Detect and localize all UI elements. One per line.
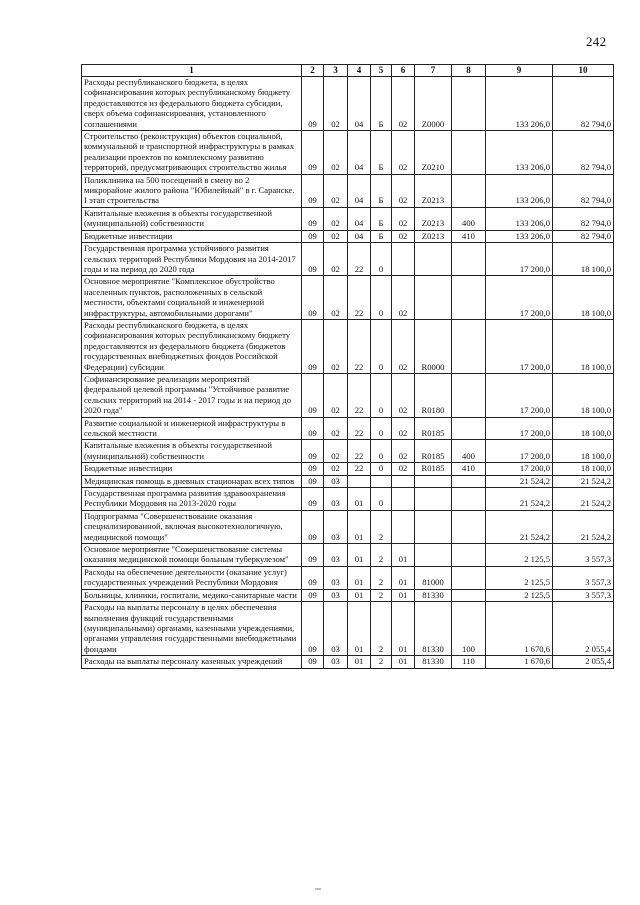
cell-c2: 09 — [302, 488, 324, 511]
cell-c4: 22 — [348, 243, 371, 276]
cell-c9: 133 206,0 — [486, 230, 553, 242]
header-col-3: 3 — [324, 65, 348, 77]
table-row — [82, 463, 614, 475]
cell-c10: 82 794,0 — [553, 77, 614, 131]
cell-c9: 21 524,2 — [486, 488, 553, 511]
page-number: 242 — [586, 34, 607, 49]
table-row — [82, 243, 614, 276]
cell-c4: 22 — [348, 373, 371, 417]
cell-c6: 02 — [392, 77, 415, 131]
table-row — [82, 589, 614, 601]
cell-c4: 22 — [348, 276, 371, 320]
table-row — [82, 656, 614, 668]
cell-c8: 410 — [452, 463, 486, 475]
table-row — [82, 602, 614, 656]
cell-c4: 01 — [348, 602, 371, 656]
table-row — [82, 77, 614, 131]
cell-c5: 0 — [371, 276, 392, 320]
row-name: Основное мероприятие "Комплексное обустройство населенных пунктов, расположенных в сельской местности, объектами социальной и инженерной инфраструктуры, автомобильными дорогами" — [82, 276, 302, 320]
cell-c10: 21 524,2 — [553, 475, 614, 487]
cell-c3: 03 — [324, 544, 348, 567]
cell-c7: R0180 — [415, 373, 452, 417]
cell-c10: 18 100,0 — [553, 463, 614, 475]
cell-c9: 1 670,6 — [486, 656, 553, 668]
cell-c7 — [415, 243, 452, 276]
header-col-4: 4 — [348, 65, 371, 77]
table-row — [82, 488, 614, 511]
table-row — [82, 417, 614, 440]
cell-c5: 2 — [371, 510, 392, 543]
cell-c9: 133 206,0 — [486, 207, 553, 230]
cell-c6: 01 — [392, 602, 415, 656]
cell-c9: 17 200,0 — [486, 319, 553, 373]
cell-c8 — [452, 566, 486, 589]
row-name: Подпрограмма "Совершенствование оказания специализированной, включая высокотехнологичную, медицинской помощи" — [82, 510, 302, 543]
table-header-row — [82, 65, 614, 77]
cell-c9: 17 200,0 — [486, 463, 553, 475]
cell-c5: Б — [371, 174, 392, 207]
cell-c2: 09 — [302, 589, 324, 601]
cell-c8 — [452, 131, 486, 175]
cell-c6: 01 — [392, 544, 415, 567]
cell-c2: 09 — [302, 656, 324, 668]
cell-c4: 22 — [348, 440, 371, 463]
cell-c5: 2 — [371, 566, 392, 589]
row-name: Развитие социальной и инженерной инфраструктуры в сельской местности — [82, 417, 302, 440]
cell-c5: Б — [371, 131, 392, 175]
cell-c2: 09 — [302, 230, 324, 242]
row-name: Расходы республиканского бюджета, в целях софинансирования которых республиканскому бюджету предоставляются из федерального бюджета субсидии, сверх объема софинансирования, установленного соглашениями — [82, 77, 302, 131]
table-row — [82, 174, 614, 207]
cell-c6 — [392, 475, 415, 487]
row-name: Бюджетные инвестиции — [82, 463, 302, 475]
row-name: Основное мероприятие "Совершенствование системы оказания медицинской помощи больным туберкулезом" — [82, 544, 302, 567]
cell-c9: 2 125,5 — [486, 589, 553, 601]
cell-c8 — [452, 319, 486, 373]
cell-c4: 01 — [348, 566, 371, 589]
cell-c3: 03 — [324, 475, 348, 487]
cell-c9: 17 200,0 — [486, 276, 553, 320]
cell-c7: 81330 — [415, 602, 452, 656]
cell-c8 — [452, 589, 486, 601]
cell-c4: 01 — [348, 589, 371, 601]
cell-c10: 82 794,0 — [553, 131, 614, 175]
cell-c8 — [452, 373, 486, 417]
cell-c5: Б — [371, 207, 392, 230]
cell-c5: 0 — [371, 373, 392, 417]
cell-c5: 2 — [371, 589, 392, 601]
cell-c7: 81330 — [415, 589, 452, 601]
cell-c3: 02 — [324, 319, 348, 373]
table-row — [82, 440, 614, 463]
cell-c9: 17 200,0 — [486, 373, 553, 417]
cell-c5: 0 — [371, 243, 392, 276]
cell-c2: 09 — [302, 566, 324, 589]
table-row — [82, 566, 614, 589]
header-col-9: 9 — [486, 65, 553, 77]
row-name: Медицинская помощь в дневных стационарах всех типов — [82, 475, 302, 487]
cell-c7 — [415, 488, 452, 511]
cell-c5: 0 — [371, 440, 392, 463]
cell-c6: 02 — [392, 463, 415, 475]
cell-c4: 22 — [348, 463, 371, 475]
cell-c7: Z0213 — [415, 230, 452, 242]
table-row — [82, 510, 614, 543]
cell-c10: 21 524,2 — [553, 510, 614, 543]
header-col-6: 6 — [392, 65, 415, 77]
cell-c9: 2 125,5 — [486, 566, 553, 589]
cell-c2: 09 — [302, 544, 324, 567]
cell-c3: 02 — [324, 230, 348, 242]
cell-c9: 2 125,5 — [486, 544, 553, 567]
cell-c7 — [415, 510, 452, 543]
row-name: Капитальные вложения в объекты государственной (муниципальной) собственности — [82, 207, 302, 230]
cell-c5: 0 — [371, 463, 392, 475]
cell-c3: 03 — [324, 589, 348, 601]
cell-c5 — [371, 475, 392, 487]
cell-c7 — [415, 475, 452, 487]
cell-c7: Z0213 — [415, 207, 452, 230]
cell-c4: 01 — [348, 656, 371, 668]
table-row — [82, 319, 614, 373]
cell-c9: 133 206,0 — [486, 174, 553, 207]
cell-c3: 02 — [324, 174, 348, 207]
cell-c8: 110 — [452, 656, 486, 668]
row-name: Государственная программа устойчивого развития сельских территорий Республики Мордовия на 2014-2017 годы и на период до 2020 года — [82, 243, 302, 276]
cell-c10: 82 794,0 — [553, 174, 614, 207]
cell-c6: 01 — [392, 656, 415, 668]
cell-c7: 81000 — [415, 566, 452, 589]
cell-c3: 02 — [324, 440, 348, 463]
cell-c6: 02 — [392, 230, 415, 242]
cell-c3: 02 — [324, 417, 348, 440]
cell-c4: 22 — [348, 319, 371, 373]
cell-c3: 02 — [324, 276, 348, 320]
cell-c4: 04 — [348, 77, 371, 131]
cell-c3: 03 — [324, 602, 348, 656]
cell-c2: 09 — [302, 510, 324, 543]
cell-c5: 2 — [371, 656, 392, 668]
row-name: Больницы, клиники, госпитали, медико-санитарные части — [82, 589, 302, 601]
cell-c8 — [452, 417, 486, 440]
cell-c2: 09 — [302, 243, 324, 276]
table-row — [82, 131, 614, 175]
cell-c10: 2 055,4 — [553, 602, 614, 656]
cell-c3: 03 — [324, 488, 348, 511]
cell-c7: 81330 — [415, 656, 452, 668]
cell-c4: 04 — [348, 207, 371, 230]
cell-c8 — [452, 544, 486, 567]
row-name: Поликлиника на 500 посещений в смену во 2 микрорайоне жилого района "Юбилейный" в г. Саранске. I этап строительства — [82, 174, 302, 207]
header-col-2: 2 — [302, 65, 324, 77]
cell-c10: 3 557,3 — [553, 589, 614, 601]
cell-c4: 04 — [348, 174, 371, 207]
cell-c7 — [415, 276, 452, 320]
cell-c7: Z0000 — [415, 77, 452, 131]
cell-c3: 02 — [324, 207, 348, 230]
table-row — [82, 544, 614, 567]
cell-c4: 01 — [348, 510, 371, 543]
cell-c3: 02 — [324, 131, 348, 175]
cell-c2: 09 — [302, 131, 324, 175]
cell-c5: 0 — [371, 488, 392, 511]
cell-c8: 100 — [452, 602, 486, 656]
cell-c7: Z0213 — [415, 174, 452, 207]
row-name: Государственная программа развития здравоохранения Республики Мордовия на 2013-2020 годы — [82, 488, 302, 511]
cell-c6: 02 — [392, 174, 415, 207]
cell-c10: 18 100,0 — [553, 276, 614, 320]
cell-c9: 17 200,0 — [486, 440, 553, 463]
cell-c10: 3 557,3 — [553, 566, 614, 589]
cell-c5: 2 — [371, 602, 392, 656]
cell-c6 — [392, 510, 415, 543]
cell-c2: 09 — [302, 276, 324, 320]
cell-c6: 02 — [392, 207, 415, 230]
cell-c9: 21 524,2 — [486, 510, 553, 543]
cell-c9: 21 524,2 — [486, 475, 553, 487]
row-name: Расходы на выплаты персоналу в целях обеспечения выполнения функций государственными (муниципальными) органами, казенными учреждениями, органами управления государственными внебюджетными фондами — [82, 602, 302, 656]
cell-c3: 02 — [324, 463, 348, 475]
row-name: Бюджетные инвестиции — [82, 230, 302, 242]
cell-c2: 09 — [302, 373, 324, 417]
cell-c3: 02 — [324, 243, 348, 276]
table-row — [82, 373, 614, 417]
header-col-7: 7 — [415, 65, 452, 77]
cell-c4: 22 — [348, 417, 371, 440]
row-name: Капитальные вложения в объекты государственной (муниципальной) собственности — [82, 440, 302, 463]
cell-c6: 02 — [392, 373, 415, 417]
cell-c10: 18 100,0 — [553, 417, 614, 440]
cell-c2: 09 — [302, 174, 324, 207]
cell-c4: 01 — [348, 544, 371, 567]
cell-c2: 09 — [302, 440, 324, 463]
cell-c5: 0 — [371, 417, 392, 440]
cell-c10: 82 794,0 — [553, 230, 614, 242]
cell-c3: 03 — [324, 656, 348, 668]
cell-c3: 02 — [324, 77, 348, 131]
cell-c9: 133 206,0 — [486, 131, 553, 175]
header-col-1: 1 — [82, 65, 302, 77]
cell-c8: 400 — [452, 440, 486, 463]
cell-c10: 2 055,4 — [553, 656, 614, 668]
budget-table — [81, 64, 614, 669]
cell-c7: R0185 — [415, 440, 452, 463]
table-row — [82, 230, 614, 242]
cell-c5: 0 — [371, 319, 392, 373]
cell-c10: 18 100,0 — [553, 319, 614, 373]
row-name: Расходы на обеспечение деятельности (оказание услуг) государственных учреждений Республики Мордовия — [82, 566, 302, 589]
cell-c6: 02 — [392, 417, 415, 440]
cell-c4: 04 — [348, 230, 371, 242]
cell-c7: R0185 — [415, 417, 452, 440]
cell-c7: Z0210 — [415, 131, 452, 175]
cell-c8 — [452, 243, 486, 276]
cell-c10: 18 100,0 — [553, 243, 614, 276]
cell-c10: 21 524,2 — [553, 488, 614, 511]
header-col-8: 8 — [452, 65, 486, 77]
cell-c5: Б — [371, 77, 392, 131]
cell-c2: 09 — [302, 463, 324, 475]
cell-c8 — [452, 488, 486, 511]
cell-c5: 2 — [371, 544, 392, 567]
cell-c9: 17 200,0 — [486, 243, 553, 276]
cell-c7: R0000 — [415, 319, 452, 373]
cell-c2: 09 — [302, 319, 324, 373]
cell-c6: 02 — [392, 319, 415, 373]
table-row — [82, 276, 614, 320]
cell-c9: 1 670,6 — [486, 602, 553, 656]
cell-c10: 82 794,0 — [553, 207, 614, 230]
cell-c2: 09 — [302, 475, 324, 487]
cell-c6: 02 — [392, 276, 415, 320]
cell-c10: 18 100,0 — [553, 373, 614, 417]
cell-c7 — [415, 544, 452, 567]
cell-c6: 02 — [392, 131, 415, 175]
cell-c2: 09 — [302, 207, 324, 230]
cell-c3: 03 — [324, 566, 348, 589]
scan-speck — [315, 888, 321, 890]
cell-c7: R0185 — [415, 463, 452, 475]
cell-c6: 01 — [392, 566, 415, 589]
header-col-10: 10 — [553, 65, 614, 77]
cell-c6 — [392, 488, 415, 511]
cell-c5: Б — [371, 230, 392, 242]
cell-c10: 3 557,3 — [553, 544, 614, 567]
row-name: Расходы республиканского бюджета, в целях софинансирования которых республиканскому бюджету предоставляются из федерального бюджета (бюджетов государственных внебюджетных фондов Российской Федерации) субсидии — [82, 319, 302, 373]
cell-c6: 02 — [392, 440, 415, 463]
cell-c8 — [452, 276, 486, 320]
cell-c6 — [392, 243, 415, 276]
cell-c8 — [452, 510, 486, 543]
header-col-5: 5 — [371, 65, 392, 77]
cell-c8 — [452, 174, 486, 207]
cell-c9: 133 206,0 — [486, 77, 553, 131]
cell-c8 — [452, 77, 486, 131]
cell-c8: 400 — [452, 207, 486, 230]
row-name: Софинансирование реализации мероприятий федеральной целевой программы "Устойчивое развитие сельских территорий на 2014 - 2017 годы и на период до 2020 года" — [82, 373, 302, 417]
cell-c4: 04 — [348, 131, 371, 175]
cell-c10: 18 100,0 — [553, 440, 614, 463]
row-name: Строительство (реконструкция) объектов социальной, коммунальной и транспортной инфраструктуры в рамках реализации проектов по комплексному развитию территорий, предусматривающих строительство жилья — [82, 131, 302, 175]
cell-c9: 17 200,0 — [486, 417, 553, 440]
cell-c6: 01 — [392, 589, 415, 601]
cell-c8 — [452, 475, 486, 487]
cell-c3: 03 — [324, 510, 348, 543]
cell-c8: 410 — [452, 230, 486, 242]
cell-c2: 09 — [302, 417, 324, 440]
cell-c4 — [348, 475, 371, 487]
cell-c2: 09 — [302, 602, 324, 656]
row-name: Расходы на выплаты персоналу казенных учреждений — [82, 656, 302, 668]
table-row — [82, 207, 614, 230]
table-row — [82, 475, 614, 487]
cell-c3: 02 — [324, 373, 348, 417]
cell-c2: 09 — [302, 77, 324, 131]
cell-c4: 01 — [348, 488, 371, 511]
